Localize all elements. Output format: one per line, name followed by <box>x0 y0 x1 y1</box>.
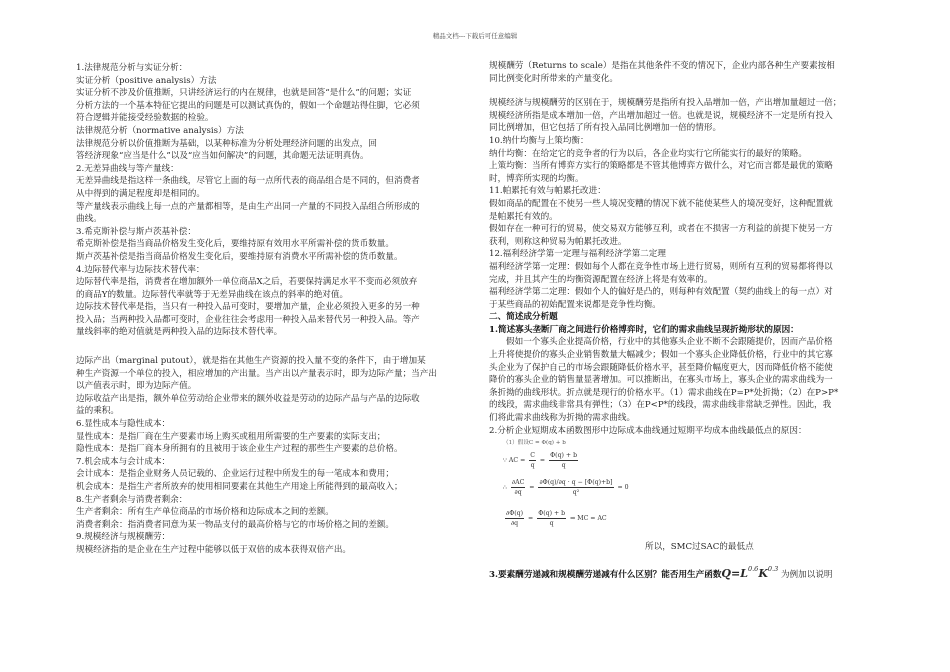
text-line: 法律规范分析以价值推断为基础，以某种标准为分析处理经济问题的出发点，回 <box>76 138 377 149</box>
text-line: 福利经济学第二定理：假如个人的偏好是凸的，则每种有效配置（契约曲线上的每一点）对 <box>489 287 833 298</box>
text-line: 3.希克斯补偿与斯卢茨基补偿： <box>76 226 196 237</box>
text-line: 实证分析（positive analysis）方法 <box>76 75 217 86</box>
text-line: 1.法律规范分析与实证分析： <box>76 63 188 73</box>
formula-text: ∂Φ(q) <box>506 510 524 518</box>
text-line: 降价的寡头企业的销售量显著增加。可以推断出，在寡头市场上，寡头企业的需求曲线为一 <box>489 375 833 386</box>
text-line: 福利经济学第一定理：假如每个人都在竞争性市场上进行贸易，则所有互利的贸易都将得以 <box>489 261 833 272</box>
math-formula: K <box>758 567 768 581</box>
question-title-text: 3.要素酬劳递减和规模酬劳递减有什么区别？能否用生产函数 <box>489 570 722 581</box>
text-line: 分析方法的一个基本特征它提出的问题是可以测试真伪的，假如一个命题站得住脚，它必须 <box>76 100 420 111</box>
text-line: 实证分析不涉及价值推断，只讲经济运行的内在规律，也就是回答“是什么”的问题；实证 <box>76 88 412 99</box>
question-title: 1.简述寡头垄断厂商之间进行价格博弈时，它们的需求曲线呈现折拗形状的原因： <box>489 324 799 335</box>
math-exponent: 0.6 <box>747 565 759 574</box>
text-line: 是帕累托有效的。 <box>489 211 558 222</box>
left-column <box>76 62 464 557</box>
formula-line: （1）假设C = Φ(q) + b <box>503 440 566 447</box>
text-line: 符合逻辑并能接受经验数据的检验。 <box>76 113 214 124</box>
formula-text: q <box>530 462 535 470</box>
text-line: 规模酬劳（Returns to scale）是指在其他条件不变的情况下，企业内部各种生产要素按相 <box>489 61 835 71</box>
formula-text: ∴ <box>503 484 507 492</box>
text-line: 时，博弈所实现的均衡。 <box>489 173 584 184</box>
text-line: 种生产资源一个单位的投入，相应增加的产出量。当产出以产量表示时，即为边际产量；当产出 <box>76 368 437 379</box>
text-line: 同比例变化时所带来的产量变化。 <box>489 73 618 84</box>
text-line: 生产者剩余：所有生产单位商品的市场价格和边际成本之间的差额。 <box>76 507 334 518</box>
text-line: 条折拗的曲线形状。折点就是现行的价格水平。（1）需求曲线在P=P*处折拗；（2）在P>P* <box>489 387 839 398</box>
formula-text: Φ(q) + b <box>550 452 578 460</box>
text-line: 12.福利经济学第一定理与福利经济学第二定理 <box>489 249 666 260</box>
text-line: 益的乘积。 <box>76 406 119 417</box>
formula-text: ∵ AC = <box>503 457 526 465</box>
text-line: 会计成本：是指企业财务人员记载的、企业运行过程中所发生的每一笔成本和费用； <box>76 469 394 480</box>
formula-text: q <box>549 520 554 528</box>
text-line: 假如一个寡头企业提高价格，行业中的其他寡头企业不断不会跟随提价，因而产品价格 <box>506 337 833 348</box>
text-line: 于某些商品的初始配置来说都是竞争性均衡。 <box>489 299 661 310</box>
math-exponent: 0.3 <box>767 565 779 574</box>
section-heading: 二、简述成分析题 <box>489 312 558 323</box>
text-line: 边际技术替代率是指，当只有一种投入品可变时，要增加产量，企业必须投入更多的另一种 <box>76 302 420 313</box>
text-line: 假如商品的配置在不使另一些人境况变糟的情况下就不能使某些人的境况变好，这种配置就 <box>489 198 833 209</box>
formula-text: ∂q <box>510 520 519 528</box>
text-line: 11.帕累托有效与帕累托改进： <box>489 186 606 197</box>
formula-text: q <box>561 462 566 470</box>
text-line: 的商品Y的数量。边际替代率就等于无差异曲线在该点的斜率的绝对值。 <box>76 289 349 300</box>
question-title-text: 为例加以说明 <box>780 570 833 581</box>
text-line: 6.显性成本与隐性成本： <box>76 419 171 430</box>
text-line: 假如存在一种可行的贸易，使交易双方能够互利，或者在不损害一方利益的前提下使另一方 <box>489 224 833 235</box>
formula-text: q² <box>572 489 580 497</box>
question-title: 2.分析企业短期成本函数图形中边际成本曲线通过短期平均成本曲线最低点的原因： <box>489 425 807 436</box>
text-line: 无差异曲线是指这样一条曲线，尽管它上面的每一点所代表的商品组合是不同的，但消费者 <box>76 176 420 187</box>
text-line: 们将此需求曲线称为折拗的需求曲线。 <box>489 413 636 424</box>
text-line: 投入品；当两种投入品都可变时，企业往往会考虑用一种投入品来替代另一种投入品。等产 <box>76 314 420 325</box>
text-line: 上策均衡：当所有博弈方实行的策略都是不管其他博弈方做什么，对它而言都是最优的策略 <box>489 161 833 172</box>
text-line: 量线斜率的绝对值就是两种投入品的边际技术替代率。 <box>76 327 283 338</box>
formula-text: MC = AC <box>577 515 607 523</box>
text-line: 2.无差异曲线与等产量线： <box>76 163 179 174</box>
formula-block <box>489 439 877 559</box>
text-line: 规模经济与规模酬劳的区别在于，规模酬劳是指所有投入品增加一倍，产出增加量超过一倍； <box>489 98 842 109</box>
text-line: 获利，则称这种贸易为帕累托改进。 <box>489 236 627 247</box>
formula: （1）假设C = Φ(q) + b ∵ AC = $\frac{C}{q}$ = $\frac{\Phi(q) + b}{q}$ ∴ $\frac{\partial AC}{\partial q}$ = $\frac{\partial\Phi(q)/\partial q \cdot q - [\Phi(q)+b]}{\text{q²}}$ = 0 $\frac{\partial\Phi(q)}{\partial q}$ = $\frac{\Phi(q) + b}{q}$ ⇒ MC = AC <box>503 439 673 528</box>
text-line: 规模经济所指是成本增加一倍，产出增加超过一倍。也就是说，规模经济不一定是所有投入 <box>489 110 833 121</box>
text-line: 的线段，需求曲线非常具有弹性；（3）在P<P*的线段，需求曲线非常缺乏弹性。因此，我 <box>489 400 832 411</box>
text-line: 消费者剩余：指消费者同意为某一物品支付的最高价格与它的市场价格之间的差额。 <box>76 519 394 530</box>
page-header: 精品文档---下载后可任意编辑 <box>432 32 518 40</box>
text-line: 10.纳什均衡与上策均衡： <box>489 135 589 146</box>
text-line: 边际产出（marginal putout），就是指在其他生产资源的投入量不变的条件下，由于增加某 <box>76 356 426 367</box>
text-line: 上升将使提价的寡头企业销售数量大幅减少；假如一个寡头企业降低价格，行业中的其它寡 <box>489 350 833 361</box>
text-line: 规模经济指的是企业在生产过程中能够以低于双倍的成本获得双倍产出。 <box>76 544 352 555</box>
text-line: 纳什均衡：在给定它的竞争者的行为以后，各企业均实行它所能实行的最好的策略。 <box>489 148 807 159</box>
math-formula: Q=L <box>721 567 748 581</box>
formula-text: C <box>530 452 535 460</box>
formula-text: ∂q <box>514 489 522 497</box>
text-line: 8.生产者剩余与消费者剩余： <box>76 494 188 505</box>
text-line: 7.机会成本与会计成本： <box>76 456 171 467</box>
text-line: 等产量线表示曲线上每一点的产量都相等，是由生产出同一产量的不同投入品组合所形成的 <box>76 201 420 212</box>
formula-text: ∂AC <box>511 479 525 487</box>
text-line: 头企业为了保护自己的市场会跟随降低价格水平，甚至降价幅度更大，因而降低价格不能使 <box>489 362 833 373</box>
text-line: 同比例增加，但它包括了所有投入品同比例增加一倍的情形。 <box>489 123 722 134</box>
text-line: 机会成本：是指生产者所放弃的使用相同要素在其他生产用途上所能得到的最高收入； <box>76 482 403 492</box>
formula-text: Φ(q) + b <box>538 510 566 518</box>
text-line: 答经济现象“应当是什么”以及“应当如何解决”的问题，其命题无法证明真伪。 <box>76 151 369 162</box>
formula-text: ∂Φ(q)/∂q · q − [Φ(q)+b] <box>539 479 613 487</box>
question-title <box>489 563 877 582</box>
text-line: 4.边际替代率与边际技术替代率： <box>76 264 205 275</box>
text-line: 从中得到的满足程度却是相同的。 <box>76 188 205 199</box>
formula-text: = 0 <box>617 484 629 492</box>
text-line: 边际收益产出是指，额外单位劳动给企业带来的额外收益是劳动的边际产品与产品的边际收 <box>76 393 420 404</box>
text-line: 曲线。 <box>76 214 102 225</box>
text-line: 法律规范分析（normative analysis）方法 <box>76 125 244 136</box>
text-line: 9.规模经济与规模酬劳： <box>76 532 171 543</box>
text-line: 完成，并且其产生的均衡资源配置在经济上将是有效率的。 <box>489 274 713 285</box>
text-line: 斯卢茨基补偿是指当商品价格发生变化后，要维持原有消费水平所需补偿的货币数量。 <box>76 251 403 262</box>
text-line: 以产值表示时，即为边际产值。 <box>76 381 197 392</box>
text-line: 隐性成本：是指厂商本身所拥有的且被用于该企业生产过程的那些生产要素的总价格。 <box>76 444 403 455</box>
text-line: 希克斯补偿是指当商品价格发生变化后，要维持原有效用水平所需补偿的货币数量。 <box>76 239 394 250</box>
right-column <box>489 60 877 582</box>
text-line: 边际替代率是指，消费者在增加额外一单位商品X之后，若要保持满足水平不变而必须放弃 <box>76 277 418 288</box>
formula-conclusion: 所以，SMC过SAC的最低点 <box>645 542 754 553</box>
text-line: 显性成本：是指厂商在生产要素市场上购买或租用所需要的生产要素的实际支出； <box>76 431 386 442</box>
